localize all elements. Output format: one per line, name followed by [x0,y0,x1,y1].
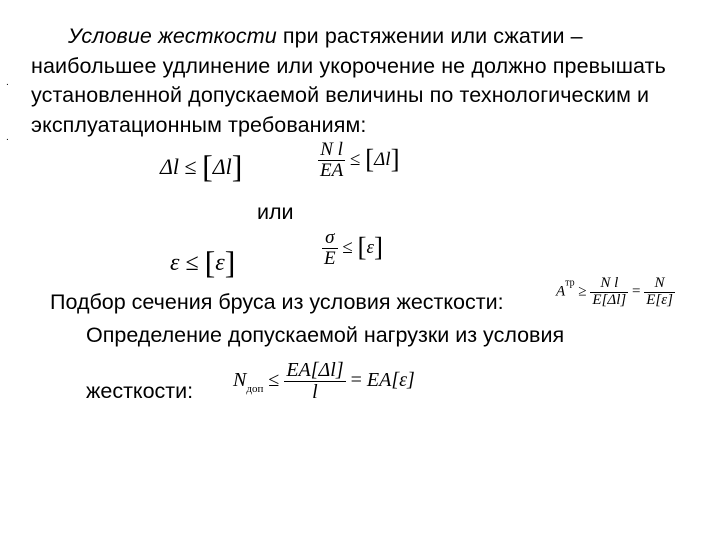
formula-eq: = [631,283,641,300]
fraction [318,140,345,181]
bracket-close: ] [390,143,400,174]
bracket-open: [ [202,148,213,184]
fraction-numerator: EA[Δl] [286,359,344,381]
formula-rel: ≥ [578,283,587,300]
bullet-dot: . [6,77,9,88]
fraction-numerator: N l [590,276,628,293]
formula-strain [170,244,235,281]
formula-lhs: N [233,369,247,392]
formula-lhs: A [556,283,566,300]
intro-paragraph [31,22,671,140]
formula-rhs: Δl [374,148,391,170]
formula-lhs-subscript: доп [246,383,264,396]
fraction [322,228,338,269]
formula-lhs: Δl [160,154,180,179]
fraction [590,276,628,309]
fraction-denominator: E[Δl] [592,291,627,308]
fraction-denominator: E [324,247,336,269]
formula-rhs: ε [366,236,375,258]
intro-text: при растяжении или сжатии – наибольшее удлинение или укорочение не должно превышать установленной допускаемой величины по технологическим и эксплуатационным требованиям: [31,24,666,137]
formula-rel: ≤ [185,250,199,276]
bracket-close: ] [231,148,243,184]
fraction [644,276,675,309]
formula-lhs-superscript: тр [565,277,575,289]
bracket-close: ] [374,231,384,262]
formula-rhs: Δl [212,154,232,179]
bracket-close: ] [224,244,236,280]
allowable-label-line1: Определение допускаемой нагрузки из условия [86,323,565,347]
fraction-numerator: σ [322,228,338,249]
formula-elongation-ratio [318,140,400,181]
fraction-denominator: l [312,381,318,403]
fraction [284,360,345,403]
formula-stress-ratio [322,228,383,269]
fraction-numerator: N [644,276,675,293]
fraction-denominator: EA [320,159,344,181]
formula-allowable [233,360,415,403]
formula-rel: ≤ [184,154,197,179]
formula-elongation [160,148,242,185]
bracket-open: [ [204,244,216,280]
bracket-open: [ [357,231,367,262]
formula-rhs: EA[ε] [366,369,415,392]
formula-rhs: ε [215,250,225,276]
fraction-numerator: N l [318,140,345,161]
formula-lhs: ε [170,250,180,276]
formula-selection [556,276,675,309]
intro-italic-lead: Условие жесткости [68,24,277,48]
or-label: или [257,200,294,224]
formula-eq: = [350,369,362,392]
allowable-label-line2: жесткости: [86,379,194,403]
fraction-denominator: E[ε] [646,291,673,308]
formula-rel: ≤ [342,236,353,258]
bracket-open: [ [365,143,375,174]
formula-rel: ≤ [349,148,361,170]
bullet-dot: . [6,132,9,143]
selection-label: Подбор сечения бруса из условия жесткости: [50,290,504,314]
formula-rel: ≤ [268,369,280,392]
